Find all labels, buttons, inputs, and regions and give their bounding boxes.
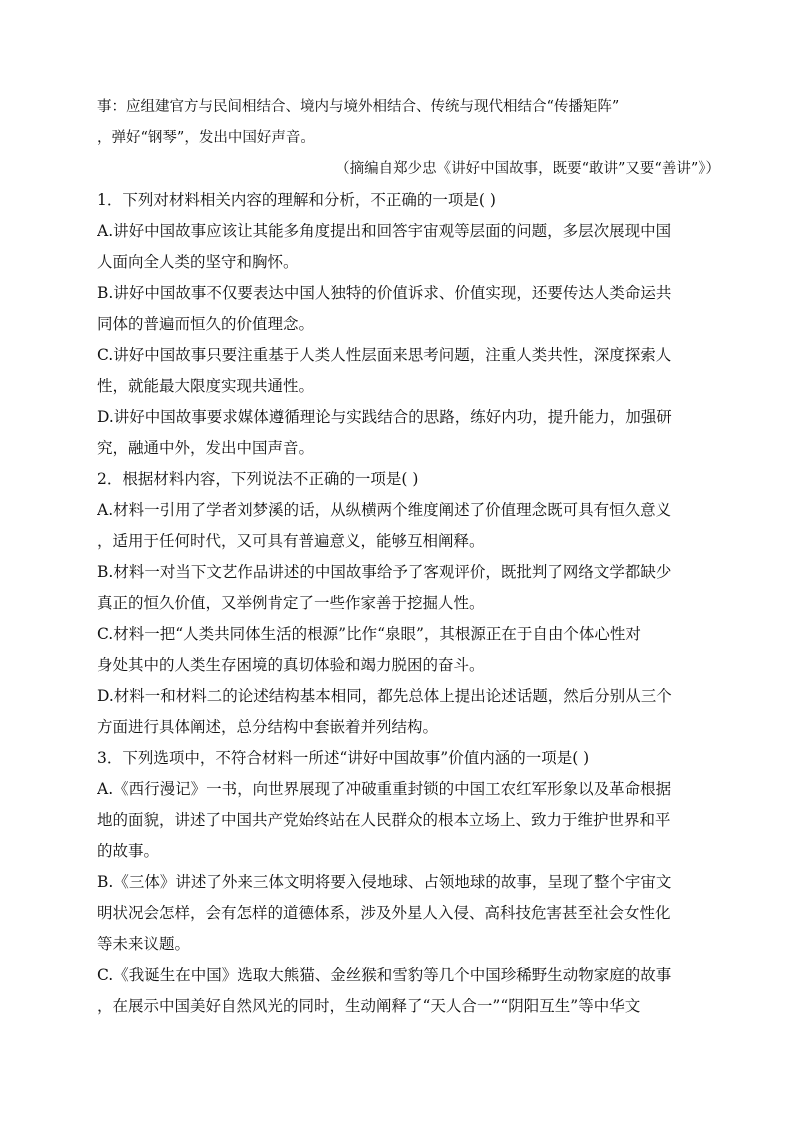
q2-option-b-line-1: B.材料一对当下文艺作品讲述的中国故事给予了客观评价，既批判了网络文学都缺少 bbox=[97, 563, 672, 581]
q1-option-b-line-2: 同体的普遍而恒久的价值理念。 bbox=[97, 315, 315, 333]
q3-option-c-line-1: C.《我诞生在中国》选取大熊猫、金丝猴和雪豹等几个中国珍稀野生动物家庭的故事 bbox=[97, 966, 672, 984]
q1-option-d-line-1: D.讲好中国故事要求媒体遵循理论与实践结合的思路，练好内功，提升能力，加强研 bbox=[97, 408, 672, 426]
source-citation: （摘编自郑少忠《讲好中国故事，既要“敢讲”又要“善讲”》） bbox=[335, 161, 720, 177]
q3-option-b-line-1: B.《三体》讲述了外来三体文明将要入侵地球、占领地球的故事，呈现了整个宇宙文 bbox=[97, 873, 672, 891]
q2-option-d-line-2: 方面进行具体阐述，总分结构中套嵌着并列结构。 bbox=[97, 718, 439, 736]
question-3-stem: 3．下列选项中，不符合材料一所述“讲好中国故事”价值内涵的一项是( ) bbox=[97, 749, 590, 767]
intro-line-1: 事：应组建官方与民间相结合、境内与境外相结合、传统与现代相结合“传播矩阵” bbox=[97, 99, 620, 115]
q2-option-b-line-2: 真正的恒久价值，又举例肯定了一些作家善于挖掘人性。 bbox=[97, 594, 485, 612]
question-2-stem: 2．根据材料内容，下列说法不正确的一项是( ) bbox=[97, 470, 419, 488]
q2-option-a-line-2: ，适用于任何时代，又可具有普遍意义，能够互相阐释。 bbox=[97, 532, 485, 550]
question-1-stem: 1．下列对材料相关内容的理解和分析，不正确的一项是( ) bbox=[97, 191, 496, 209]
intro-line-2: ，弹好“钢琴”，发出中国好声音。 bbox=[97, 130, 315, 146]
q1-option-a-line-2: 人面向全人类的坚守和胸怀。 bbox=[97, 253, 299, 271]
q3-option-b-line-2: 明状况会怎样，会有怎样的道德体系，涉及外星人入侵、高科技危害甚至社会女性化 bbox=[97, 904, 671, 922]
q3-option-a-line-3: 的故事。 bbox=[97, 842, 160, 860]
q1-option-a-line-1: A.讲好中国故事应该让其能多角度提出和回答宇宙观等层面的问题，多层次展现中国 bbox=[97, 222, 672, 240]
q3-option-b-line-3: 等未来议题。 bbox=[97, 935, 191, 953]
q2-option-c-line-2: 身处其中的人类生存困境的真切体验和竭力脱困的奋斗。 bbox=[97, 656, 485, 674]
q3-option-a-line-2: 地的面貌，讲述了中国共产党始终站在人民群众的根本立场上、致力于维护世界和平 bbox=[97, 811, 671, 829]
q1-option-b-line-1: B.讲好中国故事不仅要表达中国人独特的价值诉求、价值实现，还要传达人类命运共 bbox=[97, 284, 672, 302]
q3-option-a-line-1: A.《西行漫记》一书，向世界展现了冲破重重封锁的中国工农红军形象以及革命根据 bbox=[97, 780, 672, 798]
q3-option-c-line-2: ，在展示中国美好自然风光的同时，生动阐释了“天人合一”“阴阳互生”等中华文 bbox=[97, 997, 641, 1015]
q1-option-c-line-2: 性，就能最大限度实现共通性。 bbox=[97, 377, 315, 395]
q2-option-c-line-1: C.材料一把“人类共同体生活的根源”比作“泉眼”，其根源正在于自由个体心性对 bbox=[97, 625, 641, 643]
q1-option-c-line-1: C.讲好中国故事只要注重基于人类人性层面来思考问题，注重人类共性，深度探索人 bbox=[97, 346, 672, 364]
q2-option-d-line-1: D.材料一和材料二的论述结构基本相同，都先总体上提出论述话题，然后分别从三个 bbox=[97, 687, 672, 705]
q1-option-d-line-2: 究，融通中外，发出中国声音。 bbox=[97, 439, 315, 457]
q2-option-a-line-1: A.材料一引用了学者刘梦溪的话，从纵横两个维度阐述了价值理念既可具有恒久意义 bbox=[97, 501, 672, 519]
